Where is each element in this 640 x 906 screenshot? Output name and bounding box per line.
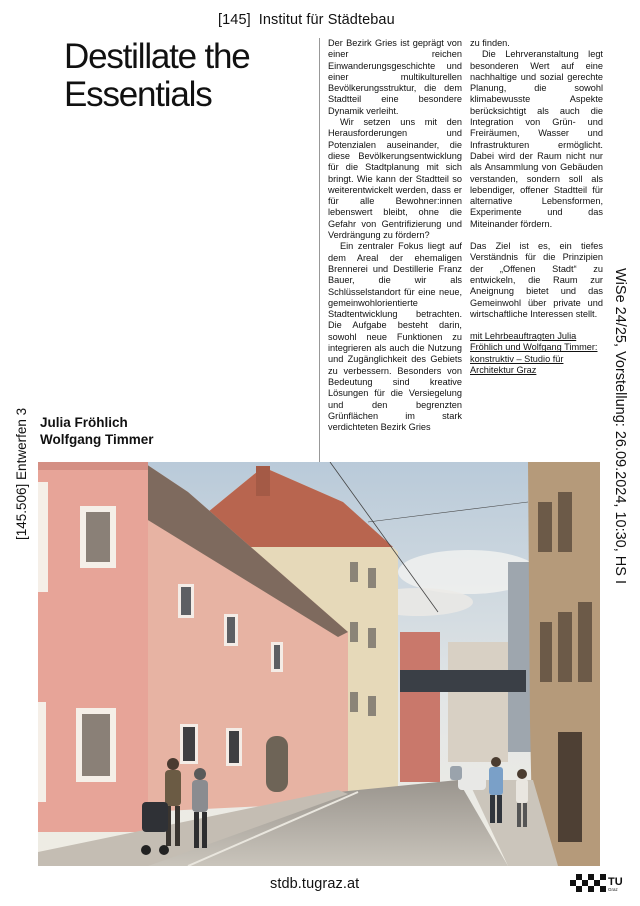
logo-letters: TU [608,876,623,888]
paragraph: Der Bezirk Gries ist geprägt von einer reichen Einwanderungsgeschichte und einer multikulturellen Bevölkerungsstruktur, die dem Stadtteil eine besondere Dynamik verleiht. [328,38,462,116]
street-photo-illustration [38,462,600,866]
paragraph: Ein zentraler Fokus liegt auf dem Areal der ehemaligen Brennerei und Destillerie Franz Bauer, die wir als Schlüsselstandort für eine neue, gemeinwohlorientierte Stadtentwicklung betrachten. Die Aufgabe besteht darin, sowohl neue Funktionen zu integrieren als auch die Nutzung und Zugänglichkeit des Gebiets zu verbessern. Besonders von Bedeutung sind kreative Lösungen für die Versiegelung und den begrenzten Grünflächen im stark verdichteten Bezirk Gries [328,241,462,433]
institute-header [218,12,395,28]
tu-graz-logo-mark [568,872,628,894]
street-photo [38,462,600,866]
text-column-1 [328,38,462,433]
paragraph: zu finden. [470,38,510,48]
text-column-2 [470,38,603,376]
course-label-vertical [10,370,30,540]
authors [40,414,154,448]
tu-graz-logo [568,872,628,894]
semester-info: WiSe 24/25, Vorstellung: 26.09.2024, 10:30, HS I [612,268,628,584]
institute-name: Institut für Städtebau [258,12,395,28]
paragraph: Wir setzen uns mit den Herausforderungen und Potenzialen auseinander, die diese Bevölkerungsentwicklung für die Stadtplanung mit sich bringt. Wie kann der Stadtteil so weiterentwickelt werden, dass er für alle Bewohner:innen lebenswert bleibt, ohne die Gefahr von Gentrifizierung und Verdrängung zu fördern? [328,117,462,241]
course-label: [145.506] Entwerfen 3 [14,407,29,540]
website-url[interactable]: stdb.tugraz.at [270,876,360,892]
page-title [64,38,314,114]
logo-subtitle: Graz [608,887,618,892]
credit-link[interactable]: mit Lehrbeauftragten Julia Fröhlich und Wolfgang Timmer: konstruktiv – Studio für Architektur Graz [470,331,598,376]
semester-info-vertical [608,268,632,646]
paragraph: Das Ziel ist es, ein tiefes Verständnis für die Prinzipien der „Offenen Stadt“ zu entwickeln, die Raum zur Aneignung bietet und das Gemeinwohl über private und wirtschaftliche Interessen stellt. [470,241,603,319]
institute-code: [145] [218,12,251,28]
paragraph: Die Lehrveranstaltung legt besonderen Wert auf eine nachhaltige und sozial gerechte Planung, die sowohl klimabewusste Aspekte berücksichtigt als auch die Integration von Grün- und Freiräumen, Wasser und Infrastrukturen ermöglicht. Dabei wird der Raum nicht nur als Ansammlung von Gebäuden verstanden, sondern soll als lebendiger, offener Stadtteil für alternative Lebensformen, Experimente und das Miteinander fördern. [470,49,603,229]
author-name: Julia Fröhlich [40,415,128,430]
author-name: Wolfgang Timmer [40,432,154,447]
title-line-2: Essentials [64,75,212,114]
title-line-1: Destillate the [64,37,250,76]
